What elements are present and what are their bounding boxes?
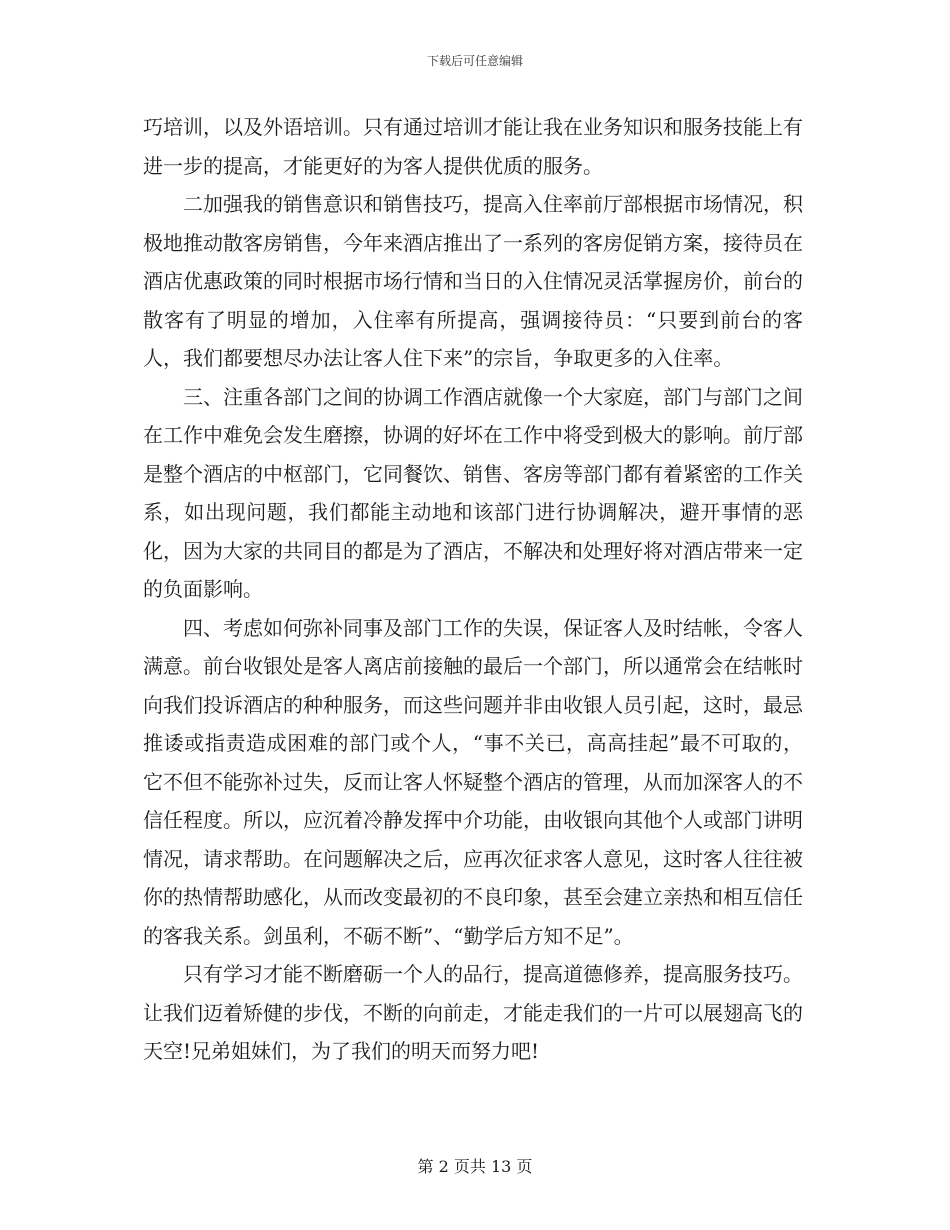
paragraph-training-continued: 巧培训，以及外语培训。只有通过培训才能让我在业务知识和服务技能上有进一步的提高，才能更好的为客人提供优质的服务。 — [143, 115, 803, 178]
page-number-footer: 第 2 页共 13 页 — [417, 1157, 533, 1176]
page-header: 下载后可任意编辑 — [426, 54, 523, 68]
paragraph-error-remedy: 四、考虑如何弥补同事及部门工作的失误，保证客人及时结帐，令客人满意。前台收银处是客人离店前接触的最后一个部门，所以通常会在结帐时向我们投诉酒店的种种服务，而这些问题并非由收银人员引起，这时，最忌推诿或指责造成困难的部门或个人，“事不关已，高高挂起”最不可取的，它不但不能弥补过失，反而让客人怀疑整个酒店的管理，从而加深客人的不信任程度。所以，应沉着冷静发挥中介功能，由收银向其他个人或部门讲明情况，请求帮助。在问题解决之后，应再次征求客人意见，这时客人往往被你的热情帮助感化，从而改变最初的不良印象，甚至会建立亲热和相互信任的客我关系。剑虽利，不砺不断”、“勤学后方知不足”。 — [143, 615, 803, 948]
paragraph-department-coordination: 三、注重各部门之间的协调工作酒店就像一个大家庭，部门与部门之间在工作中难免会发生磨擦，协调的好坏在工作中将受到极大的影响。前厅部是整个酒店的中枢部门，它同餐饮、销售、客房等部门都有着紧密的工作关系，如出现问题，我们都能主动地和该部门进行协调解决，避开事情的恶化，因为大家的共同目的都是为了酒店，不解决和处理好将对酒店带来一定的负面影响。 — [143, 384, 803, 601]
document-body — [143, 108, 803, 1071]
paragraph-closing: 只有学习才能不断磨砺一个人的品行，提高道德修养，提高服务技巧。让我们迈着矫健的步伐，不断的向前走，才能走我们的一片可以展翅高飞的天空!兄弟姐妹们，为了我们的明天而努力吧! — [143, 962, 803, 1063]
paragraph-sales-awareness: 二加强我的销售意识和销售技巧，提高入住率前厅部根据市场情况，积极地推动散客房销售，今年来酒店推出了一系列的客房促销方案，接待员在酒店优惠政策的同时根据市场行情和当日的入住情况灵活掌握房价，前台的散客有了明显的增加，入住率有所提高，强调接待员：“只要到前台的客人，我们都要想尽办法让客人住下来”的宗旨，争取更多的入住率。 — [143, 192, 803, 370]
